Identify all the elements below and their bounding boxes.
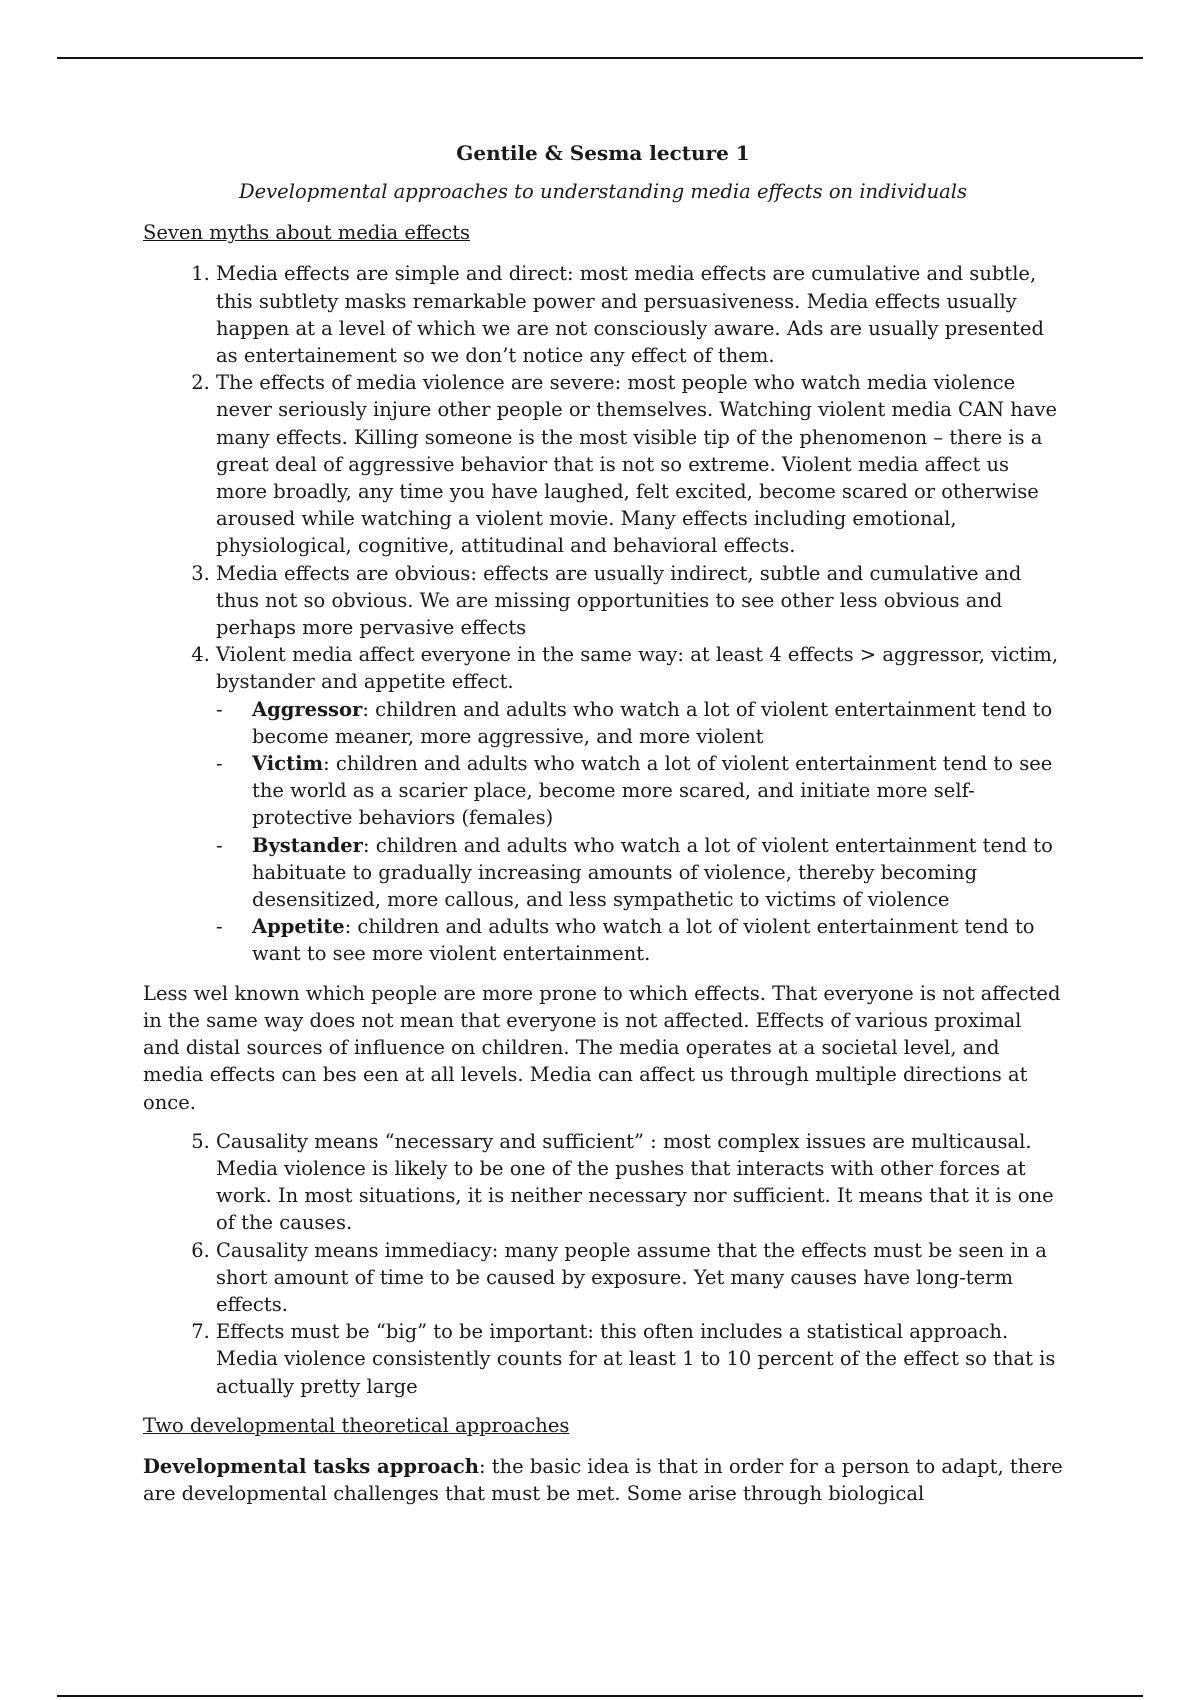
myths-list-part1 — [143, 260, 1063, 967]
effect-term: Aggressor — [252, 697, 363, 721]
bullet-dash: - — [216, 697, 223, 721]
effect-term: Victim — [252, 752, 324, 776]
bottom-rule — [57, 1695, 1143, 1697]
document-title: Gentile & Sesma lecture 1 — [456, 141, 750, 165]
document-subtitle: Developmental approaches to understanding media effects on individuals — [238, 180, 967, 203]
final-paragraph — [143, 1453, 1063, 1507]
final-text: : the basic idea is that in order for a person to adapt, there are developmental challenges that must be met. Some arise through biological — [143, 1454, 1063, 1506]
section-heading-seven-myths: Seven myths about media effects — [143, 221, 471, 245]
bullet-dash: - — [216, 833, 223, 857]
effect-term: Bystander — [252, 833, 363, 857]
myth-item-7: 7. Effects must be “big” to be important: this often includes a statistical approach. Media violence consistently counts for at least 1 to 10 percent of the effect so that is actually pretty large — [216, 1318, 1063, 1400]
bullet-dash: - — [216, 915, 223, 939]
section-heading-developmental-approaches: Two developmental theoretical approaches — [143, 1413, 570, 1437]
myth-item-5: 5. Causality means “necessary and sufficient” : most complex issues are multicausal. Media violence is likely to be one of the pushes that interacts with other forces at work. In most situations, it is neither necessary nor sufficient. It means that it is one of the causes. — [216, 1128, 1063, 1237]
effect-text: : children and adults who watch a lot of violent entertainment tend to become meaner, more aggressive, and more violent — [252, 697, 1053, 748]
bullet-dash: - — [216, 752, 223, 776]
effect-text: : children and adults who watch a lot of violent entertainment tend to habituate to gradually increasing amounts of violence, thereby becoming desensitized, more callous, and less sympathetic to victims of violence — [252, 833, 1053, 912]
effects-list — [216, 696, 1063, 968]
middle-paragraph: Less wel known which people are more prone to which effects. That everyone is not affected in the same way does not mean that everyone is not affected. Effects of various proximal and distal sources of influence on children. The media operates at a societal level, and media effects can bes een at all levels. Media can affect us through multiple directions at once. — [143, 981, 1061, 1114]
myth-item-4: 4. Violent media affect everyone in the same way: at least 4 effects > aggressor, victim, bystander and appetite effect. - Aggressor: children and adults who watch a lot of violent entertainment tend to become meaner, more aggressive, and more violent - Victim: children and adults who watch a lot of violent entertainment tend to see the world as a scarier place, become more scared, and initiate more self-protective behaviors (females) - Bystander: children and adults who watch a lot of violent entertainment tend to habituate to gradually increasing amounts of violence, thereby becoming desensitized, more callous, and less sympathetic to victims of violence - Appetite: children and adults who watch a lot of violent entertainment tend to want to see more violent entertainment. — [216, 641, 1063, 967]
document-page — [143, 140, 1063, 1519]
effect-term: Appetite — [252, 915, 345, 939]
effect-item-aggressor — [216, 696, 1063, 750]
effect-item-bystander — [216, 832, 1063, 914]
myth-item-1: 1. Media effects are simple and direct: most media effects are cumulative and subtle, this subtlety masks remarkable power and persuasiveness. Media effects usually happen at a level of which we are not consciously aware. Ads are usually presented as entertainement so we don’t notice any effect of them. — [216, 260, 1063, 369]
effect-item-victim — [216, 750, 1063, 832]
myth-item-6: 6. Causality means immediacy: many people assume that the effects must be seen in a short amount of time to be caused by exposure. Yet many causes have long-term effects. — [216, 1237, 1063, 1319]
myths-list-part2 — [143, 1128, 1063, 1400]
myth-item-2: 2. The effects of media violence are severe: most people who watch media violence never seriously injure other people or themselves. Watching violent media CAN have many effects. Killing someone is the most visible tip of the phenomenon – there is a great deal of aggressive behavior that is not so extreme. Violent media affect us more broadly, any time you have laughed, felt excited, become scared or otherwise aroused while watching a violent movie. Many effects including emotional, physiological, cognitive, attitudinal and behavioral effects. — [216, 369, 1063, 559]
final-term: Developmental tasks approach — [143, 1454, 479, 1478]
effect-text: : children and adults who watch a lot of violent entertainment tend to want to see more violent entertainment. — [252, 915, 1035, 966]
myth-item-3: 3. Media effects are obvious: effects are usually indirect, subtle and cumulative and thus not so obvious. We are missing opportunities to see other less obvious and perhaps more pervasive effects — [216, 560, 1063, 642]
effect-item-appetite — [216, 913, 1063, 967]
top-rule — [57, 57, 1143, 59]
effect-text: : children and adults who watch a lot of violent entertainment tend to see the world as a scarier place, become more scared, and initiate more self-protective behaviors (females) — [252, 752, 1053, 830]
